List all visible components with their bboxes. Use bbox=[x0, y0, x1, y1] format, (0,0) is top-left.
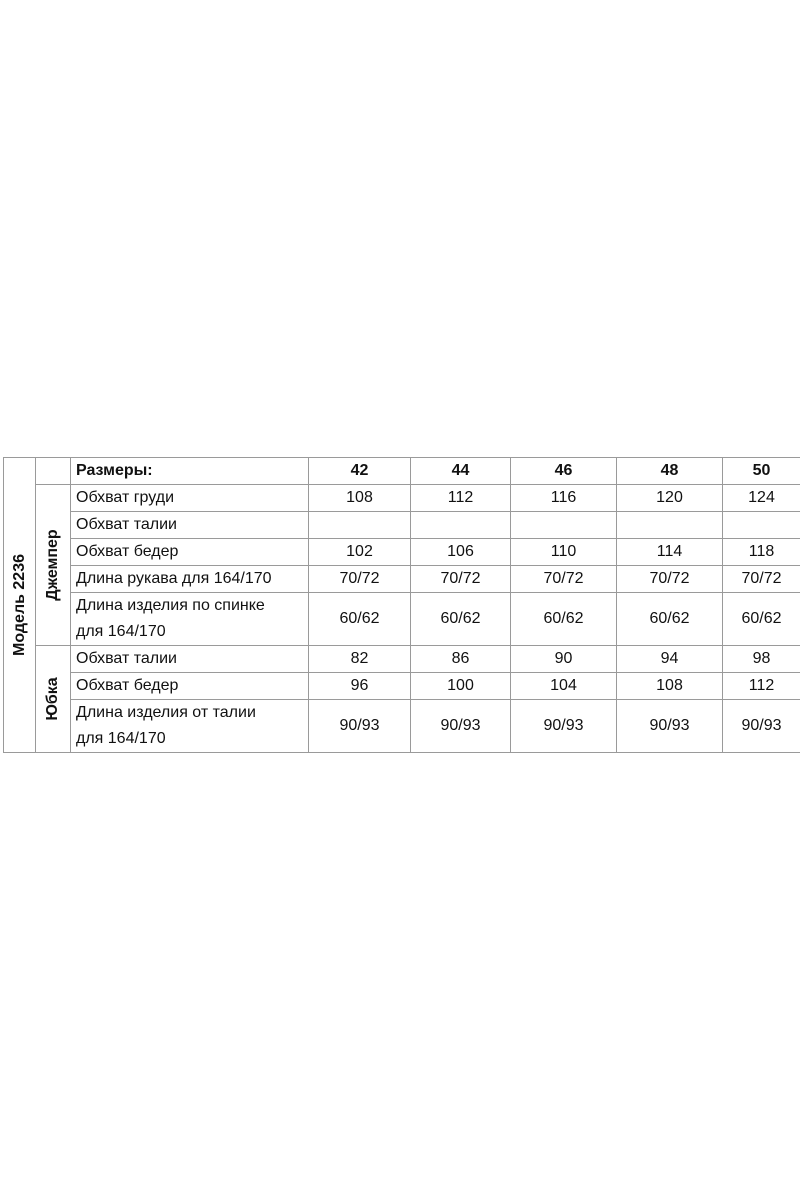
row-label: Длина изделия от талии bbox=[71, 700, 309, 727]
cell-value: 96 bbox=[309, 673, 411, 700]
group-cell-skirt bbox=[36, 646, 71, 753]
cell-value: 120 bbox=[617, 485, 723, 512]
cell-value: 110 bbox=[511, 539, 617, 566]
header-row bbox=[4, 458, 800, 485]
cell-value: 90 bbox=[511, 646, 617, 673]
group-label: Джемпер bbox=[44, 529, 61, 601]
sizes-header-label: Размеры: bbox=[71, 458, 309, 485]
cell-value: 90/93 bbox=[617, 700, 723, 753]
cell-value bbox=[617, 512, 723, 539]
cell-value: 112 bbox=[723, 673, 800, 700]
cell-value: 90/93 bbox=[309, 700, 411, 753]
size-chart-table bbox=[3, 457, 800, 753]
row-label: Длина рукава для 164/170 bbox=[71, 566, 309, 593]
group-corner-cell bbox=[36, 458, 71, 485]
cell-value: 118 bbox=[723, 539, 800, 566]
group-label: Юбка bbox=[44, 677, 61, 721]
table-row bbox=[4, 512, 800, 539]
cell-value: 82 bbox=[309, 646, 411, 673]
table-row bbox=[4, 539, 800, 566]
table-body bbox=[4, 458, 800, 753]
size-header: 44 bbox=[411, 458, 511, 485]
cell-value: 104 bbox=[511, 673, 617, 700]
cell-value: 90/93 bbox=[411, 700, 511, 753]
cell-value: 100 bbox=[411, 673, 511, 700]
cell-value: 90/93 bbox=[511, 700, 617, 753]
size-header: 42 bbox=[309, 458, 411, 485]
cell-value: 70/72 bbox=[511, 566, 617, 593]
cell-value: 112 bbox=[411, 485, 511, 512]
cell-value: 60/62 bbox=[617, 593, 723, 646]
cell-value: 60/62 bbox=[511, 593, 617, 646]
group-cell-jumper bbox=[36, 485, 71, 646]
row-label: для 164/170 bbox=[71, 726, 309, 753]
row-label: для 164/170 bbox=[71, 619, 309, 646]
cell-value: 108 bbox=[309, 485, 411, 512]
size-header: 50 bbox=[723, 458, 800, 485]
table-row bbox=[4, 700, 800, 727]
table-row bbox=[4, 566, 800, 593]
row-label: Обхват бедер bbox=[71, 539, 309, 566]
cell-value bbox=[511, 512, 617, 539]
row-label: Обхват бедер bbox=[71, 673, 309, 700]
cell-value: 106 bbox=[411, 539, 511, 566]
size-header: 48 bbox=[617, 458, 723, 485]
cell-value: 124 bbox=[723, 485, 800, 512]
cell-value bbox=[723, 512, 800, 539]
cell-value: 116 bbox=[511, 485, 617, 512]
cell-value: 98 bbox=[723, 646, 800, 673]
cell-value: 108 bbox=[617, 673, 723, 700]
table-row bbox=[4, 593, 800, 620]
cell-value: 86 bbox=[411, 646, 511, 673]
cell-value: 60/62 bbox=[309, 593, 411, 646]
cell-value: 70/72 bbox=[411, 566, 511, 593]
row-label: Обхват груди bbox=[71, 485, 309, 512]
cell-value bbox=[309, 512, 411, 539]
cell-value bbox=[411, 512, 511, 539]
cell-value: 60/62 bbox=[411, 593, 511, 646]
cell-value: 102 bbox=[309, 539, 411, 566]
row-label: Длина изделия по спинке bbox=[71, 593, 309, 620]
table-row bbox=[4, 646, 800, 673]
cell-value: 70/72 bbox=[723, 566, 800, 593]
size-header: 46 bbox=[511, 458, 617, 485]
cell-value: 114 bbox=[617, 539, 723, 566]
model-label: Модель 2236 bbox=[10, 554, 28, 656]
cell-value: 60/62 bbox=[723, 593, 800, 646]
row-label: Обхват талии bbox=[71, 512, 309, 539]
row-label: Обхват талии bbox=[71, 646, 309, 673]
table-row bbox=[4, 485, 800, 512]
cell-value: 90/93 bbox=[723, 700, 800, 753]
cell-value: 70/72 bbox=[617, 566, 723, 593]
table-row bbox=[4, 673, 800, 700]
model-cell bbox=[4, 458, 36, 753]
cell-value: 94 bbox=[617, 646, 723, 673]
cell-value: 70/72 bbox=[309, 566, 411, 593]
